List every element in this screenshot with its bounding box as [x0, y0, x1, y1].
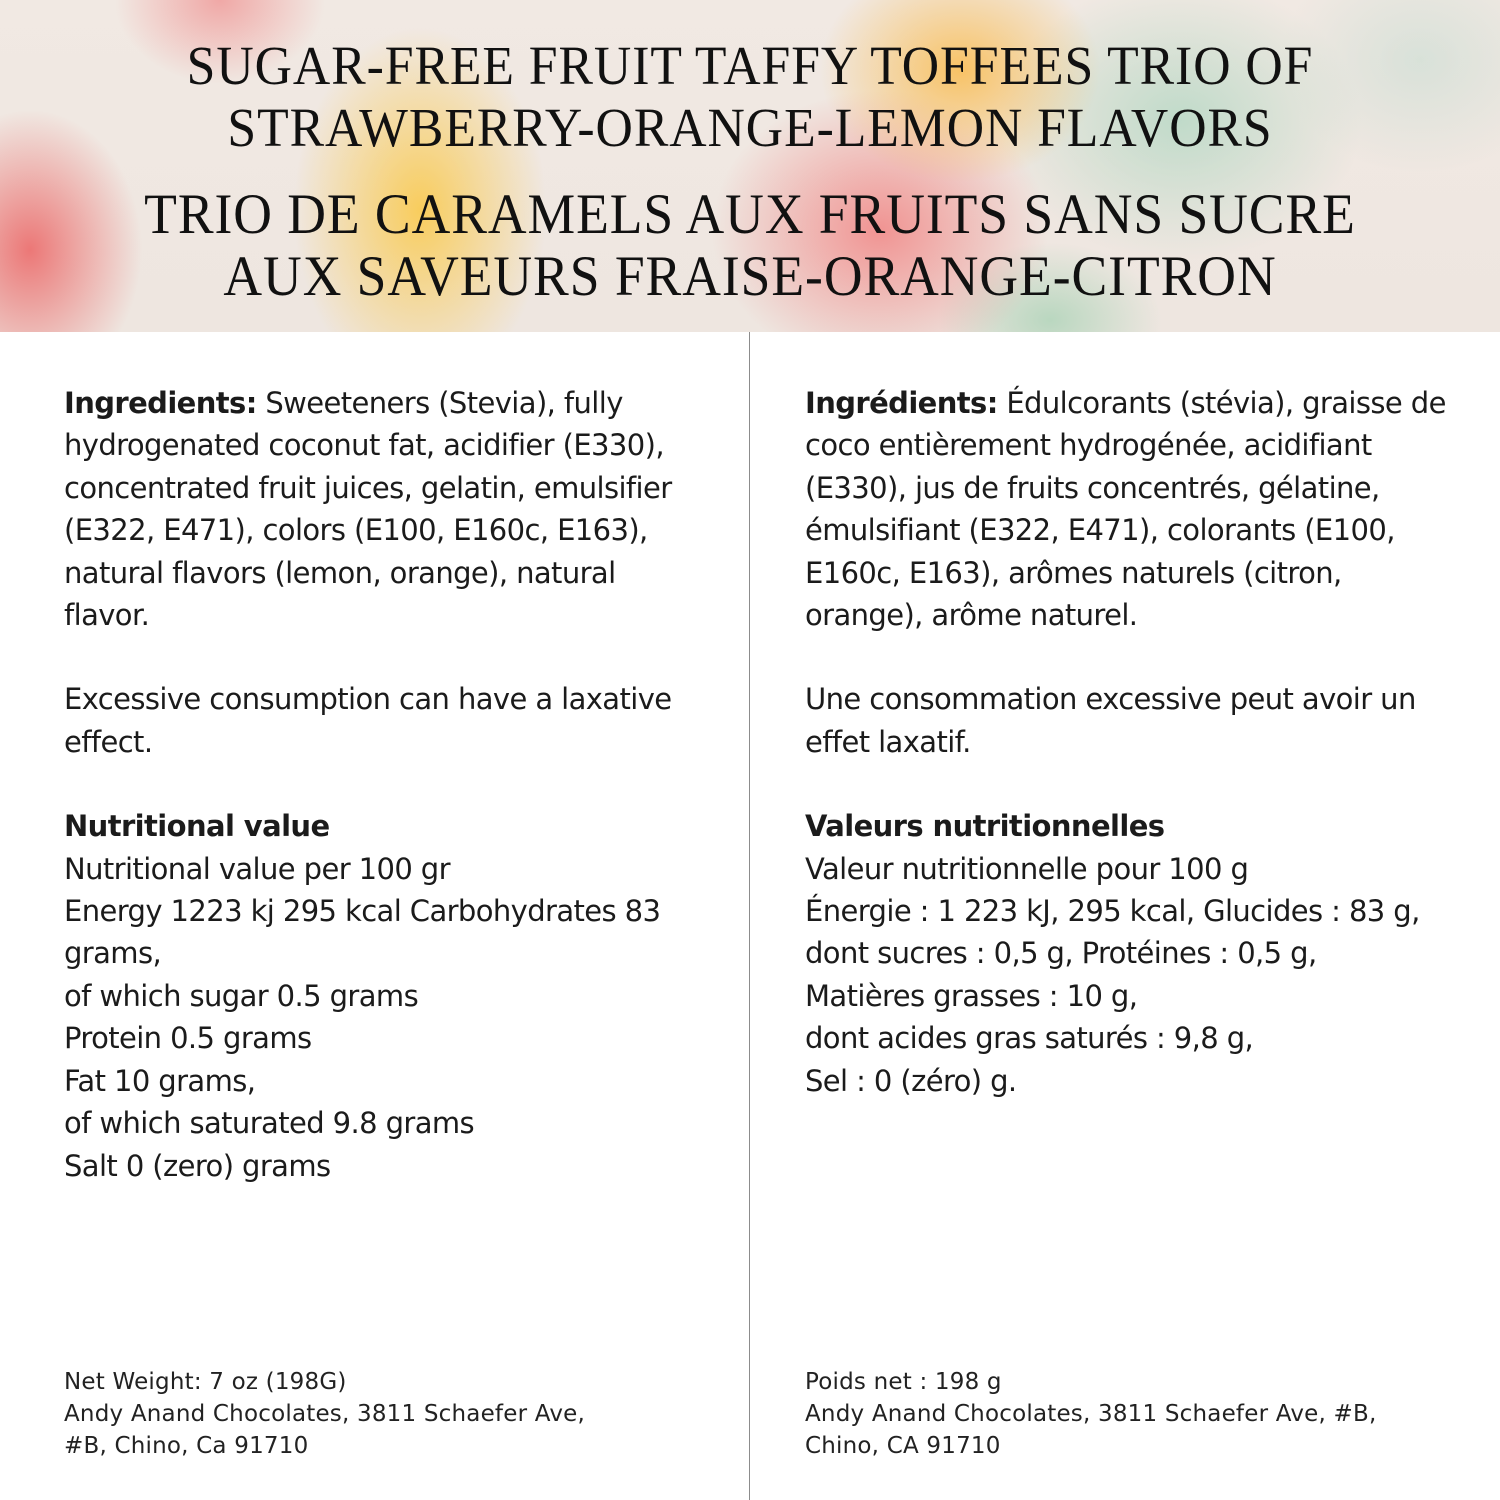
address-line-1: Andy Anand Chocolates, 3811 Schaefer Ave,: [64, 1401, 585, 1427]
nutrition-line: Nutritional value per 100 gr: [64, 851, 450, 886]
english-footer: [64, 1366, 704, 1462]
english-warning: Excessive consumption can have a laxative effect.: [64, 682, 672, 759]
address-line-1: Andy Anand Chocolates, 3811 Schaefer Ave, #B,: [805, 1401, 1377, 1427]
nutrition-line: Energy 1223 kj 295 kcal Carbohydrates 83 grams,: [64, 894, 661, 971]
address-line-2: #B, Chino, Ca 91710: [64, 1433, 309, 1459]
english-nutrition-heading: Nutritional value: [64, 809, 330, 844]
english-ingredients: [64, 382, 704, 636]
nutrition-line: of which saturated 9.8 grams: [64, 1106, 475, 1141]
address-line-2: Chino, CA 91710: [805, 1433, 1001, 1459]
french-nutrition-heading: Valeurs nutritionnelles: [805, 809, 1165, 844]
nutrition-line: Sel : 0 (zéro) g.: [805, 1063, 1017, 1098]
english-ingredients-label: Ingredients:: [64, 386, 257, 420]
french-warning: Une consommation excessive peut avoir un effet laxatif.: [805, 682, 1416, 759]
nutrition-line: dont acides gras saturés : 9,8 g,: [805, 1021, 1254, 1056]
english-title-line-2: STRAWBERRY-ORANGE-LEMON FLAVORS: [227, 97, 1273, 158]
french-title-line-2: AUX SAVEURS FRAISE-ORANGE-CITRON: [223, 245, 1277, 308]
english-ingredients-text: Sweeteners (Stevia), fully hydrogenated coconut fat, acidifier (E330), concentrated fruit juices, gelatin, emulsifier (E322, E471), colors (E100, E160c, E163), natural flavors (lemon, orange), natural flavor.: [64, 386, 672, 633]
nutrition-line: Salt 0 (zero) grams: [64, 1148, 331, 1183]
french-ingredients-label: Ingrédients:: [805, 386, 998, 420]
french-ingredients-text: Édulcorants (stévia), graisse de coco entièrement hydrogénée, acidifiant (E330), jus de fruits concentrés, gélatine, émulsifiant (E322, E471), colorants (E100, E160c, E163), arômes naturels (citron, orange), arôme naturel.: [805, 386, 1446, 633]
french-column: [805, 382, 1455, 1102]
french-footer: [805, 1366, 1445, 1462]
french-nutrition: [805, 805, 1455, 1102]
english-nutrition: [64, 805, 704, 1187]
nutrition-line: Fat 10 grams,: [64, 1063, 256, 1098]
net-weight: Net Weight: 7 oz (198G): [64, 1369, 347, 1395]
english-title-line-1: SUGAR-FREE FRUIT TAFFY TOFFEES TRIO OF: [186, 35, 1314, 96]
net-weight: Poids net : 198 g: [805, 1369, 1002, 1395]
french-ingredients: [805, 382, 1455, 636]
nutrition-line: Énergie : 1 223 kJ, 295 kcal, Glucides : 83 g,: [805, 894, 1420, 929]
nutrition-line: dont sucres : 0,5 g, Protéines : 0,5 g,: [805, 936, 1317, 971]
nutrition-line: Matières grasses : 10 g,: [805, 978, 1138, 1013]
english-column: [64, 382, 704, 1187]
nutrition-line: Valeur nutritionnelle pour 100 g: [805, 851, 1249, 886]
column-divider: [749, 332, 750, 1500]
nutrition-line: of which sugar 0.5 grams: [64, 978, 419, 1013]
french-title-line-1: TRIO DE CARAMELS AUX FRUITS SANS SUCRE: [144, 183, 1356, 246]
title-banner: [0, 0, 1500, 332]
nutrition-line: Protein 0.5 grams: [64, 1021, 312, 1056]
